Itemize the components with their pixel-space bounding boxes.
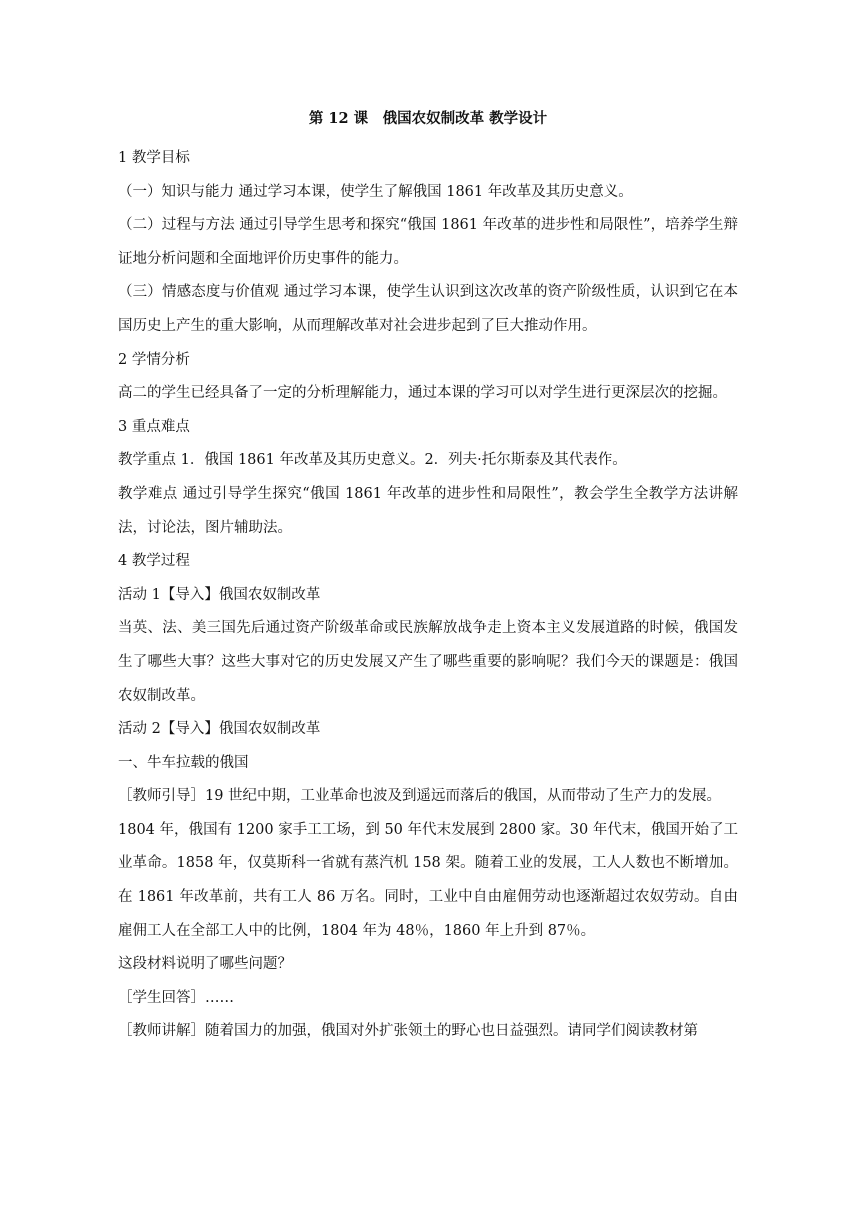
goal-process: （二）过程与方法 通过引导学生思考和探究“俄国 1861 年改革的进步性和局限性”，培养学生辩证地分析问题和全面地评价历史事件的能力。 [118, 217, 738, 267]
teacher-guide-text: ［教师引导］19 世纪中期，工业革命也波及到遥远而落后的俄国，从而带动了生产力的发展。 [118, 788, 722, 805]
student-answer-text: ［学生回答］…… [118, 989, 234, 1006]
goal-knowledge: （一）知识与能力 通过学习本课，使学生了解俄国 1861 年改革及其历史意义。 [118, 183, 633, 200]
heading-teaching-process: 4 教学过程 [118, 553, 190, 570]
section-1-title: 一、牛车拉载的俄国 [118, 754, 249, 771]
heading-key-points: 3 重点难点 [118, 418, 190, 435]
student-analysis-text: 高二的学生已经具备了一定的分析理解能力，通过本课的学习可以对学生进行更深层次的挖掘。 [118, 385, 727, 402]
activity-1-text: 当英、法、美三国先后通过资产阶级革命或民族解放战争走上资本主义发展道路的时候，俄国发生了哪些大事？这些大事对它的历史发展又产生了哪些重要的影响呢？我们今天的课题是：俄国农奴制改革。 [118, 620, 738, 704]
teacher-explain-text: ［教师讲解］随着国力的加强，俄国对外扩张领土的野心也日益强烈。请同学们阅读教材第 [118, 1023, 698, 1040]
key-points-text: 教学重点 1．俄国 1861 年改革及其历史意义。2．列夫·托尔斯泰及其代表作。 [118, 452, 627, 469]
heading-teaching-goals: 1 教学目标 [118, 150, 190, 166]
material-text: 1804 年，俄国有 1200 家手工工场，到 50 年代末发展到 2800 家。30 年代末，俄国开始了工业革命。1858 年，仅莫斯科一省就有蒸汽机 158 架。随着工业的发展，工人人数也不断增加。在 1861 年改革前，共有工人 86 万名。同时，工业中自由雇佣劳动也逐渐超过农奴劳动。自由雇佣工人在全部工人中的比例，1804 年为 48％，1860 年上升到 87％。 [118, 821, 738, 939]
goal-attitude: （三）情感态度与价值观 通过学习本课，使学生认识到这次改革的资产阶级性质，认识到它在本国历史上产生的重大影响，从而理解改革对社会进步起到了巨大推动作用。 [118, 284, 738, 334]
question-text: 这段材料说明了哪些问题？ [118, 956, 292, 973]
difficult-points-text: 教学难点 通过引导学生探究“俄国 1861 年改革的进步性和局限性”，教会学生全教学方法讲解法，讨论法，图片辅助法。 [118, 485, 738, 536]
document-page [118, 108, 738, 1049]
activity-2-title: 活动 2【导入】俄国农奴制改革 [118, 721, 321, 738]
heading-student-analysis: 2 学情分析 [118, 351, 190, 368]
activity-1-title: 活动 1【导入】俄国农奴制改革 [118, 586, 321, 603]
document-title: 第 12 课 俄国农奴制改革 教学设计 [308, 110, 548, 127]
